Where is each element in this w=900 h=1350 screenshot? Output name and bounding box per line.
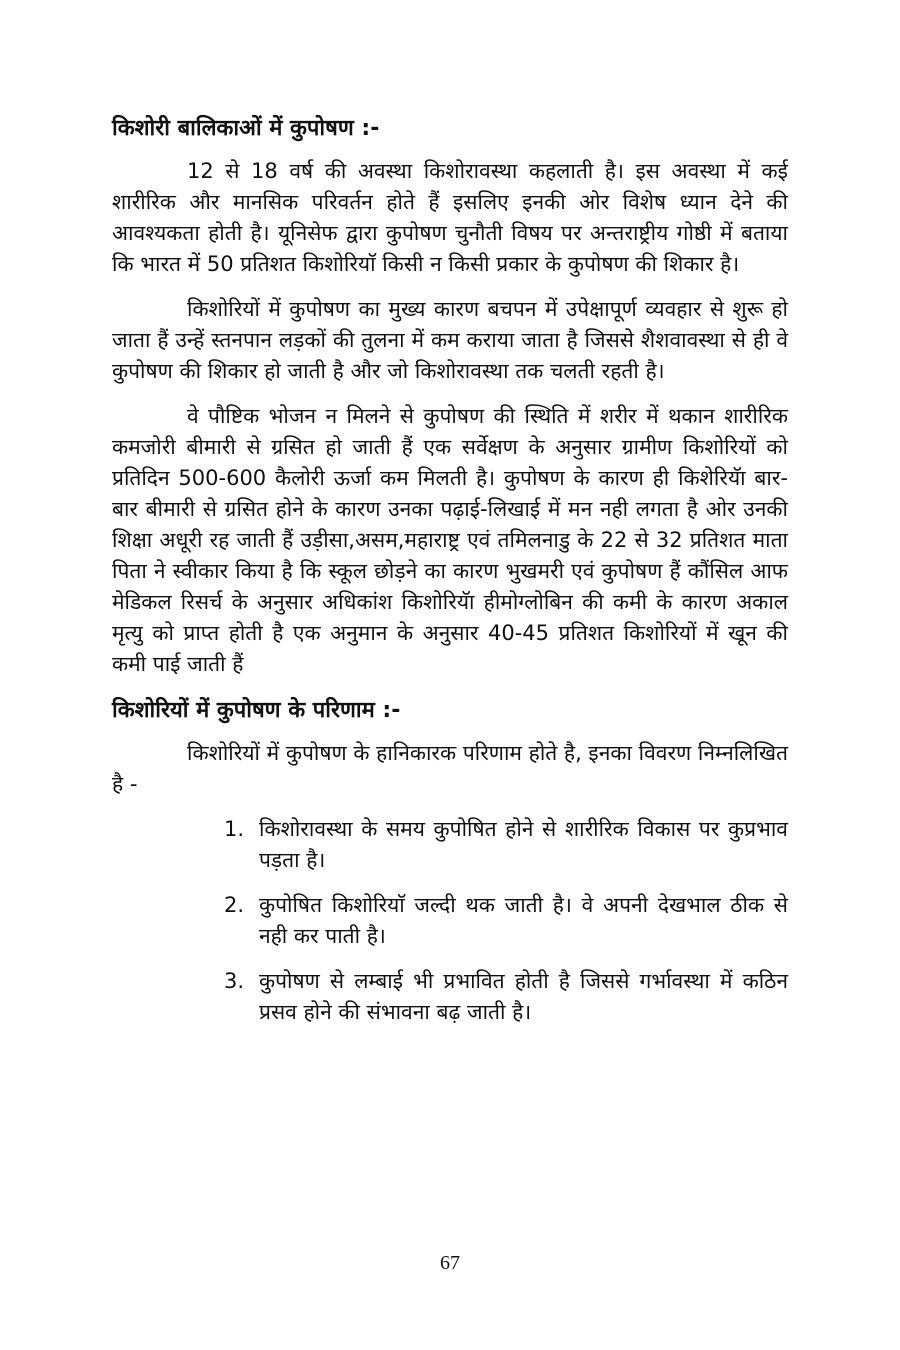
list-item-number: 2. <box>224 893 245 917</box>
consequences-list <box>112 814 788 1028</box>
list-item-number: 3. <box>224 969 245 993</box>
list-item <box>224 966 788 1028</box>
list-item-number: 1. <box>224 817 245 841</box>
list-item-text: कुपोषित किशोरियाॅ जल्दी थक जाती है। वे अपनी देखभाल ठीक से नही कर पाती है। <box>259 893 788 948</box>
list-item <box>224 814 788 876</box>
list-item-text: कुपोषण से लम्बाई भी प्रभावित होती है जिससे गर्भावस्था में कठिन प्रसव होने की संभावना बढ़ जाती है। <box>259 969 788 1024</box>
list-item-text: किशोरावस्था के समय कुपोषित होने से शारीरिक विकास पर कुप्रभाव पड़ता है। <box>259 817 788 872</box>
paragraph-intro: किशोरियों में कुपोषण के हानिकारक परिणाम होते है, इनका विवरण निम्नलिखित है - <box>112 741 788 796</box>
paragraph-2: किशोरियों में कुपोषण का मुख्य कारण बचपन में उपेक्षापूर्ण व्यवहार से शुरू हो जाता हैं उन्हें स्तनपान लड़कों की तुलना में कम कराया जाता है जिससे शैशवावस्था से ही वे कुपोषण की शिकार हो जाती है और जो किशोरावस्था तक चलती रहती है। <box>112 297 788 383</box>
page-content <box>112 112 788 1042</box>
paragraph-1: 12 से 18 वर्ष की अवस्था किशोरावस्था कहलाती है। इस अवस्था में कई शारीरिक और मानसिक परिवर्तन होते हैं इसलिए इनकी ओर विशेष ध्यान देने की आवश्यकता होती है। यूनिसेफ द्वारा कुपोषण चुनौती विषय पर अन्तराष्ट्रीय गोष्ठी में बताया कि भारत में 50 प्रतिशत किशोरियाॅ किसी न किसी प्रकार के कुपोषण की शिकार है। <box>112 159 788 276</box>
page-number: 67 <box>440 1252 460 1274</box>
section-heading-malnutrition-adolescent-girls: किशोरी बालिकाओं में कुपोषण :- <box>112 116 380 141</box>
paragraph-3: वे पौष्टिक भोजन न मिलने से कुपोषण की स्थिति में शरीर में थकान शारीरिक कमजोरी बीमारी से ग्रसित हो जाती हैं एक सर्वेक्षण के अनुसार ग्रामीण किशोरियों को प्रतिदिन 500-600 कैलोरी ऊर्जा कम मिलती है। कुपोषण के कारण ही किशेरियॅा बार-बार बीमारी से ग्रसित होने के कारण उनका पढ़ाई-लिखाई में मन नही लगता है ओर उनकी शिक्षा अधूरी रह जाती हैं उड़ीसा,असम,महाराष्ट्र एवं तमिलनाडु के 22 से 32 प्रतिशत माता पिता ने स्वीकार किया है कि स्कूल छोड़ने का कारण भुखमरी एवं कुपोषण हैं कौंसिल आफ मेडिकल रिसर्च के अनुसार अधिकांश किशोरियॅा हीमोग्लोबिन की कमी के कारण अकाल मृत्यु को प्राप्त होती है एक अनुमान के अनुसार 40-45 प्रतिशत किशोरियों में खून की कमी पाई जाती हैं <box>112 404 788 676</box>
list-item <box>224 890 788 952</box>
section-heading-consequences: किशोरियों में कुपोषण के परिणाम :- <box>112 698 401 723</box>
